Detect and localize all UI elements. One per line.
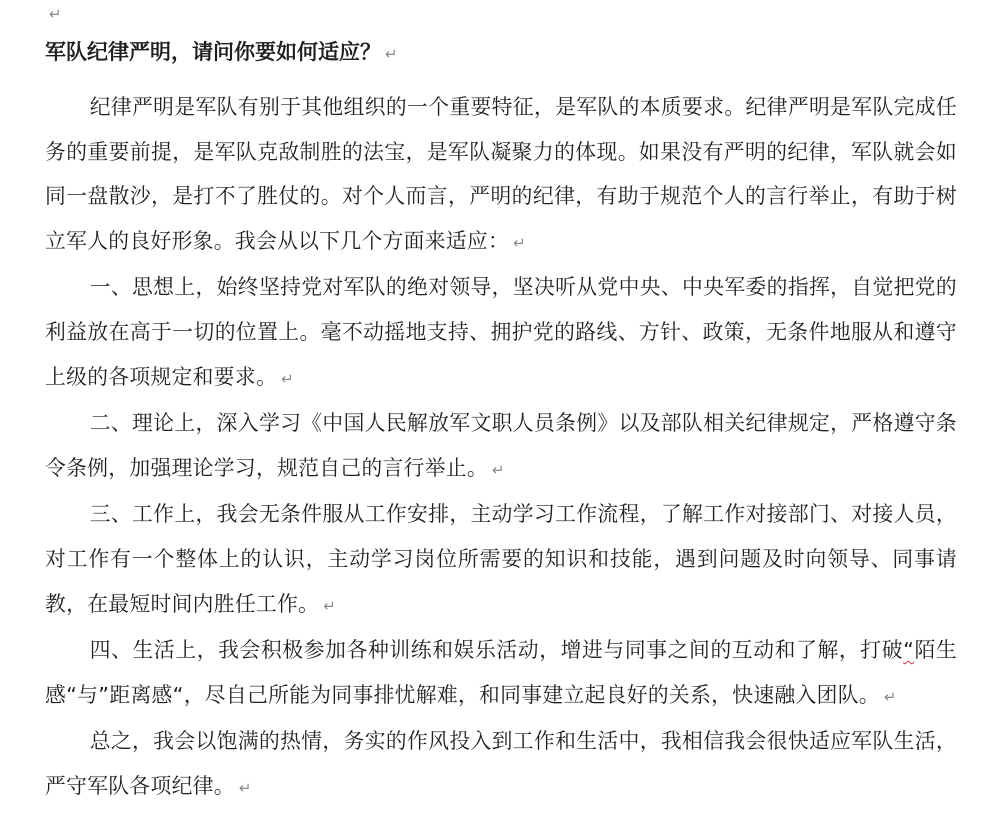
paragraph-text: 总之，我会以饱满的热情，务实的作风投入到工作和生活中，我相信我会很快适应军队生活，严守军队各项纪律。 — [45, 729, 957, 798]
paragraph-text: 纪律严明是军队有别于其他组织的一个重要特征，是军队的本质要求。纪律严明是军队完成任务的重要前提，是军队克敌制胜的法宝，是军队凝聚力的体现。如果没有严明的纪律，军队就会如同一盘散沙，是打不了胜仗的。对个人而言，严明的纪律，有助于规范个人的言行举止，有助于树立军人的良好形象。我会从以下几个方面来适应： — [45, 95, 957, 253]
paragraph-mark-icon: ↵ — [238, 778, 252, 797]
paragraph-mark-icon: ↵ — [883, 687, 897, 706]
paragraph-mark-icon: ↵ — [513, 233, 527, 252]
paragraph-text: 二、理论上，深入学习《中国人民解放军文职人员条例》以及部队相关纪律规定，严格遵守条令条例，加强理论学习，规范自己的言行举止。 — [45, 411, 957, 480]
document-body[interactable] — [45, 85, 957, 811]
paragraph-text: 三、工作上，我会无条件服从工作安排，主动学习工作流程，了解工作对接部门、对接人员，对工作有一个整体上的认识，主动学习岗位所需要的知识和技能，遇到问题及时向领导、同事请教，在最短时间内胜任工作。 — [45, 502, 957, 616]
paragraph-point-one[interactable] — [45, 265, 957, 401]
paragraph-text: 一、思想上，始终坚持党对军队的绝对领导，坚决听从党中央、中央军委的指挥，自觉把党的利益放在高于一切的位置上。毫不动摇地支持、拥护党的路线、方针、政策，无条件地服从和遵守上级的各项规定和要求。 — [45, 275, 957, 389]
paragraph-mark-icon: ↵ — [49, 5, 62, 23]
paragraph-mark-icon: ↵ — [281, 369, 294, 388]
paragraph-conclusion[interactable] — [45, 719, 957, 810]
paragraph-mark-icon: ↵ — [385, 45, 398, 63]
paragraph-point-four[interactable] — [45, 628, 957, 719]
paragraph-point-three[interactable] — [45, 492, 957, 628]
paragraph-point-two[interactable] — [45, 401, 957, 492]
paragraph-intro[interactable] — [45, 85, 957, 265]
paragraph-mark-icon: ↵ — [492, 460, 505, 479]
document-title[interactable] — [45, 36, 398, 70]
paragraph-text: 陌生感“与”距离感“，尽自己所能为同事排忧解难，和同事建立起良好的关系，快速融入团队。 — [45, 638, 957, 707]
paragraph-text: 四、生活上，我会积极参加各种训练和娱乐活动，增进与同事之间的互动和了解，打破 — [89, 638, 904, 663]
title-text: 军队纪律严明，请问你要如何适应？ — [45, 40, 381, 64]
paragraph-mark-icon: ↵ — [323, 596, 337, 615]
spelling-flag[interactable]: “ — [903, 638, 915, 663]
